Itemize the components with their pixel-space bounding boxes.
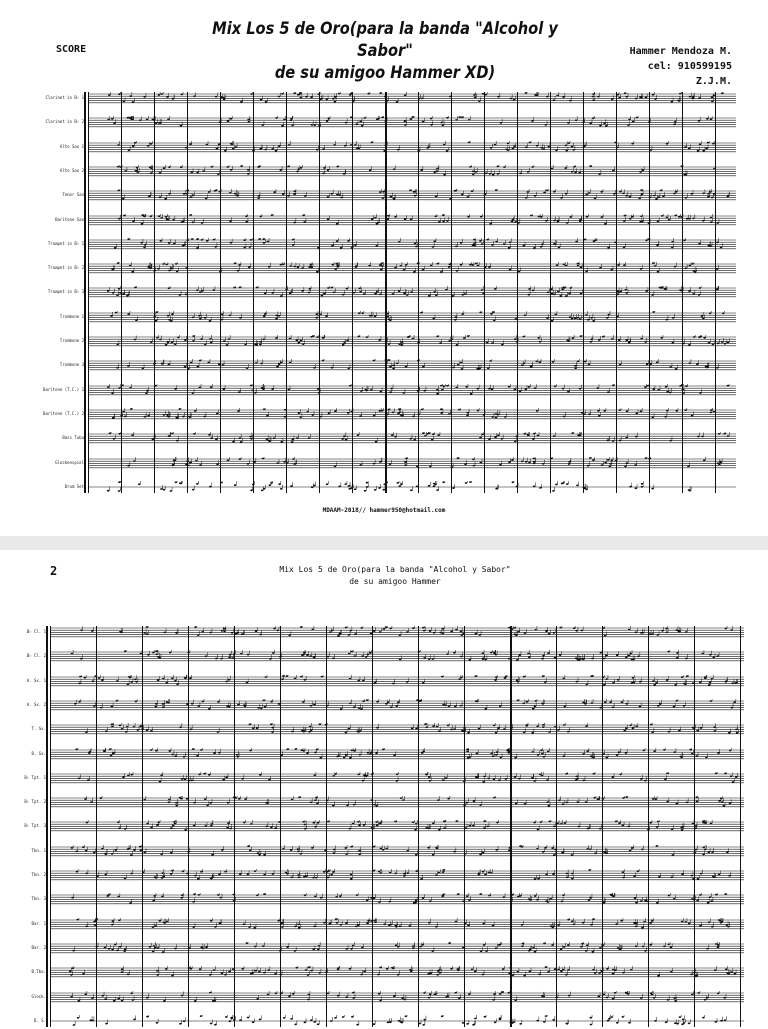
staff-row — [0, 481, 768, 495]
note-marks — [88, 116, 736, 130]
instrument-name: Bar. 1 — [32, 921, 46, 926]
instrument-name: D. S. — [34, 1018, 46, 1023]
instrument-name: B.Tba. — [32, 969, 46, 974]
instrument-name: Alto Sax 1 — [60, 144, 84, 149]
staff-row — [0, 626, 768, 640]
instrument-name: Glockenspiel — [55, 460, 84, 465]
staff-row — [0, 141, 768, 155]
staff-row — [0, 311, 768, 325]
barline — [187, 92, 188, 493]
instrument-name: Baritone Sax — [55, 217, 84, 222]
instrument-name: Trombone 1 — [60, 314, 84, 319]
running-title — [230, 564, 560, 588]
instrument-name: B. Sx. — [32, 751, 46, 756]
staff-row — [0, 214, 768, 228]
note-marks — [88, 141, 736, 155]
instrument-name: Tbn. 2 — [32, 872, 46, 877]
staff-row — [0, 1015, 768, 1029]
running-title-line-2: de su amigoo Hammer — [230, 576, 560, 588]
barline — [234, 626, 235, 1027]
staff-row — [0, 869, 768, 883]
note-marks — [88, 214, 736, 228]
staff-row — [0, 748, 768, 762]
instrument-name: Bass Tuba — [62, 435, 84, 440]
note-marks — [50, 1015, 744, 1029]
barline — [694, 626, 695, 1027]
arranger-initials: Z.J.M. — [630, 74, 732, 89]
barline — [50, 626, 51, 1027]
composer-name: Hammer Mendoza M. — [630, 44, 732, 59]
instrument-name: Baritone (T.C.) 1 — [43, 387, 84, 392]
instrument-name: A. Sx. 1 — [27, 678, 46, 683]
barline — [121, 92, 122, 493]
note-marks — [50, 650, 744, 664]
instrument-name: B♭ Tpt. 2 — [24, 799, 46, 804]
instrument-name: Bar. 2 — [32, 945, 46, 950]
barline — [517, 92, 518, 493]
note-marks — [88, 311, 736, 325]
score-label: SCORE — [56, 44, 86, 55]
instrument-name: Trombone 2 — [60, 338, 84, 343]
staff-row — [0, 991, 768, 1005]
instrument-name: B♭ Tpt. 3 — [24, 823, 46, 828]
barline — [352, 92, 353, 493]
instrument-name: B♭ Tpt. 1 — [24, 775, 46, 780]
staff-row — [0, 942, 768, 956]
note-marks — [88, 238, 736, 252]
note-marks — [50, 772, 744, 786]
staff-row — [0, 796, 768, 810]
note-marks — [50, 675, 744, 689]
staff-row — [0, 772, 768, 786]
staff-row — [0, 699, 768, 713]
barline — [96, 626, 97, 1027]
barline — [220, 92, 221, 493]
barline — [418, 626, 419, 1027]
staff-row — [0, 966, 768, 980]
staff-row — [0, 189, 768, 203]
note-marks — [50, 796, 744, 810]
page-number: 2 — [50, 564, 57, 578]
staff-row — [0, 675, 768, 689]
note-marks — [50, 893, 744, 907]
score-page-2 — [0, 548, 768, 1024]
barline — [715, 92, 716, 493]
note-marks — [88, 262, 736, 276]
note-marks — [50, 869, 744, 883]
barline — [286, 92, 287, 493]
barline — [326, 626, 327, 1027]
instrument-name: Tbn. 3 — [32, 896, 46, 901]
score-title — [183, 18, 587, 84]
note-marks — [88, 384, 736, 398]
composer-phone: cel: 910599195 — [630, 59, 732, 74]
note-marks — [50, 626, 744, 640]
note-marks — [50, 820, 744, 834]
staff-row — [0, 359, 768, 373]
barline — [372, 626, 373, 1027]
barline — [319, 92, 320, 493]
barline — [510, 626, 512, 1027]
instrument-name: Baritone (T.C.) 2 — [43, 411, 84, 416]
staff-row — [0, 457, 768, 471]
instrument-name: Glock. — [32, 994, 46, 999]
barline — [88, 92, 89, 493]
note-marks — [50, 942, 744, 956]
barline — [253, 92, 254, 493]
note-marks — [50, 918, 744, 932]
staff-row — [0, 893, 768, 907]
barline — [649, 92, 650, 493]
note-marks — [88, 481, 736, 495]
note-marks — [50, 723, 744, 737]
staff-row — [0, 723, 768, 737]
barline — [142, 626, 143, 1027]
instrument-name: A. Sx. 2 — [27, 702, 46, 707]
system-bracket — [84, 92, 86, 493]
staff-row — [0, 384, 768, 398]
note-marks — [50, 991, 744, 1005]
score-title-line-1: Mix Los 5 de Oro(para la banda "Alcohol y Sabor" — [183, 18, 587, 62]
note-marks — [50, 748, 744, 762]
barline — [583, 92, 584, 493]
note-marks — [50, 966, 744, 980]
score-title-line-2: de su amigoo Hammer XD) — [183, 62, 587, 84]
staff-row — [0, 820, 768, 834]
instrument-name: Drum Set — [65, 484, 84, 489]
barline — [280, 626, 281, 1027]
note-marks — [50, 699, 744, 713]
note-marks — [88, 432, 736, 446]
instrument-name: Clarinet in B♭ 2 — [45, 119, 84, 124]
staff-row — [0, 650, 768, 664]
note-marks — [88, 189, 736, 203]
instrument-name: Trombone 3 — [60, 362, 84, 367]
staff-row — [0, 238, 768, 252]
staff-row — [0, 335, 768, 349]
composer-block — [630, 44, 732, 89]
barline — [451, 92, 452, 493]
instrument-name: B♭ Cl. 2 — [27, 653, 46, 658]
instrument-name: Trumpet in B♭ 3 — [48, 289, 84, 294]
barline — [385, 92, 387, 493]
running-title-line-1: Mix Los 5 de Oro(para la banda "Alcohol y Sabor" — [230, 564, 560, 576]
note-marks — [88, 165, 736, 179]
staff-row — [0, 116, 768, 130]
barline — [556, 626, 557, 1027]
barline — [682, 92, 683, 493]
staff-row — [0, 92, 768, 106]
note-marks — [88, 286, 736, 300]
instrument-name: Trumpet in B♭ 2 — [48, 265, 84, 270]
staff-row — [0, 408, 768, 422]
instrument-name: T. Sx. — [32, 726, 46, 731]
instrument-name: Tenor Sax — [62, 192, 84, 197]
note-marks — [88, 92, 736, 106]
note-marks — [50, 845, 744, 859]
instrument-name: Clarinet in B♭ 1 — [45, 95, 84, 100]
note-marks — [88, 335, 736, 349]
barline — [188, 626, 189, 1027]
staff-row — [0, 918, 768, 932]
note-marks — [88, 408, 736, 422]
system-bracket — [46, 626, 48, 1027]
staff-row — [0, 432, 768, 446]
barline — [464, 626, 465, 1027]
staff-row — [0, 262, 768, 276]
barline — [616, 92, 617, 493]
staff-row — [0, 165, 768, 179]
instrument-name: Alto Sax 2 — [60, 168, 84, 173]
note-marks — [88, 457, 736, 471]
instrument-name: B♭ Cl. 1 — [27, 629, 46, 634]
barline — [418, 92, 419, 493]
footer-credit: MDAAM-2018// hammer950@hotmail.com — [0, 507, 768, 514]
note-marks — [88, 359, 736, 373]
barline — [484, 92, 485, 493]
barline — [740, 626, 741, 1027]
barline — [648, 626, 649, 1027]
barline — [602, 626, 603, 1027]
barline — [550, 92, 551, 493]
staff-row — [0, 845, 768, 859]
instrument-name: Tbn. 1 — [32, 848, 46, 853]
staff-row — [0, 286, 768, 300]
barline — [154, 92, 155, 493]
instrument-name: Trumpet in B♭ 1 — [48, 241, 84, 246]
